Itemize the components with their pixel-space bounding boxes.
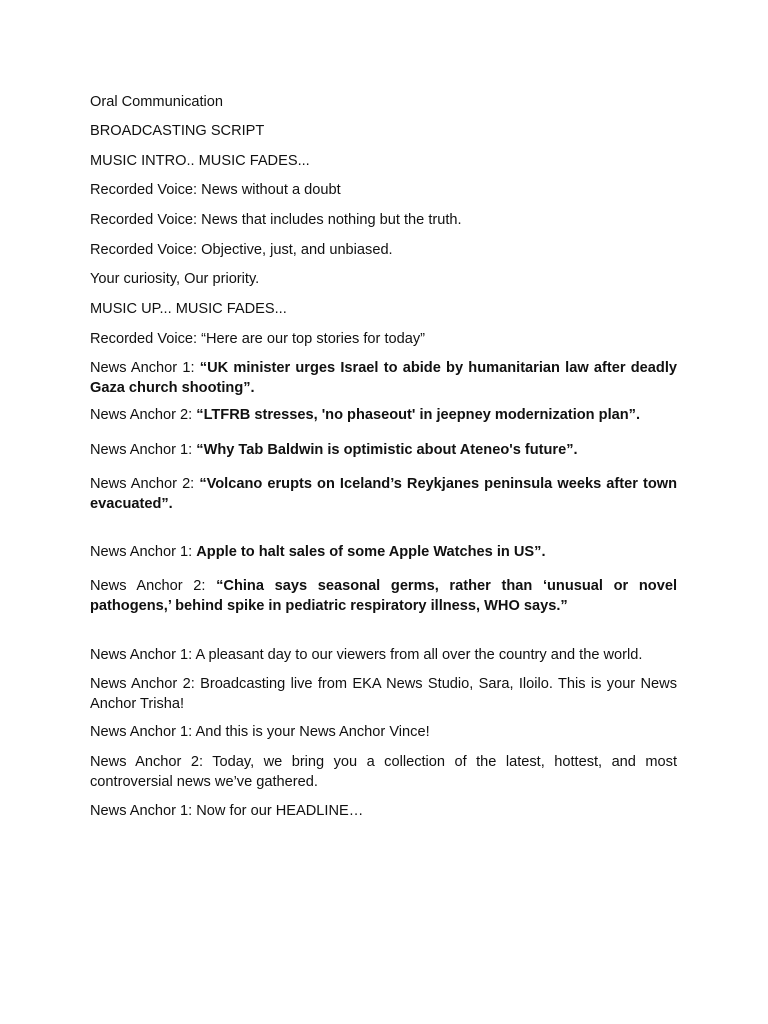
headline-line — [90, 405, 677, 425]
headline-text: “Why Tab Baldwin is optimistic about Ateneo's future”. — [196, 442, 578, 458]
speaker-label: News Anchor 2: — [90, 754, 213, 770]
headline-line — [90, 576, 677, 616]
speaker-label: News Anchor 2: — [90, 407, 197, 423]
line-text: Objective, just, and unbiased. — [201, 242, 393, 258]
line-text: “Here are our top stories for today” — [201, 331, 426, 347]
dialogue-text: Broadcasting live from EKA News Studio, Sara, Iloilo. This is your News Anchor Trisha! — [90, 676, 677, 712]
headline-line — [90, 440, 677, 460]
script-title: BROADCASTING SCRIPT — [90, 123, 265, 139]
dialogue-text: Today, we bring you a collection of the latest, hottest, and most controversial news we’ve gathered. — [90, 754, 678, 790]
script-line — [90, 180, 677, 200]
dialogue-line — [90, 752, 677, 792]
headline-text: “Volcano erupts on Iceland’s Reykjanes peninsula weeks after town evacuated”. — [90, 476, 677, 512]
line-text: News without a doubt — [201, 182, 341, 198]
line-text: News that includes nothing but the truth. — [201, 212, 462, 228]
script-line — [90, 269, 677, 289]
headline-text: “LTFRB stresses, 'no phaseout' in jeepney modernization plan”. — [196, 407, 641, 423]
speaker-label: Recorded Voice: — [90, 242, 202, 258]
dialogue-line — [90, 674, 677, 714]
speaker-label: News Anchor 2: — [90, 676, 201, 692]
speaker-label: News Anchor 2: — [90, 476, 200, 492]
headline-text: Apple to halt sales of some Apple Watches in US”. — [196, 544, 546, 560]
headline-line — [90, 542, 677, 562]
headline-line — [90, 474, 677, 514]
dialogue-text: A pleasant day to our viewers from all over the country and the world. — [195, 647, 643, 663]
speaker-label: News Anchor 1: — [90, 724, 196, 740]
dialogue-line — [90, 722, 677, 742]
line-text: Your curiosity, Our priority. — [90, 271, 260, 287]
course-title: Oral Communication — [90, 94, 224, 110]
line-text: MUSIC INTRO.. MUSIC FADES... — [90, 153, 310, 169]
speaker-label: Recorded Voice: — [90, 331, 202, 347]
speaker-label: News Anchor 2: — [90, 578, 217, 594]
script-line — [90, 329, 677, 349]
dialogue-text: And this is your News Anchor Vince! — [195, 724, 430, 740]
dialogue-line — [90, 645, 677, 665]
script-line — [90, 210, 677, 230]
speaker-label: News Anchor 1: — [90, 803, 197, 819]
script-line — [90, 299, 677, 319]
speaker-label: News Anchor 1: — [90, 544, 197, 560]
script-line — [90, 151, 677, 171]
dialogue-text: Now for our HEADLINE… — [196, 803, 364, 819]
headline-text: “UK minister urges Israel to abide by humanitarian law after deadly Gaza church shooting”. — [90, 360, 677, 396]
speaker-label: Recorded Voice: — [90, 212, 202, 228]
speaker-label: News Anchor 1: — [90, 647, 196, 663]
headline-line — [90, 358, 677, 398]
script-line — [90, 240, 677, 260]
speaker-label: News Anchor 1: — [90, 442, 197, 458]
headline-text: “China says seasonal germs, rather than ‘unusual or novel pathogens,’ behind spike in pediatric respiratory illness, WHO says.” — [90, 578, 677, 614]
speaker-label: Recorded Voice: — [90, 182, 202, 198]
speaker-label: News Anchor 1: — [90, 360, 200, 376]
line-text: MUSIC UP... MUSIC FADES... — [90, 301, 287, 317]
dialogue-line — [90, 801, 677, 821]
